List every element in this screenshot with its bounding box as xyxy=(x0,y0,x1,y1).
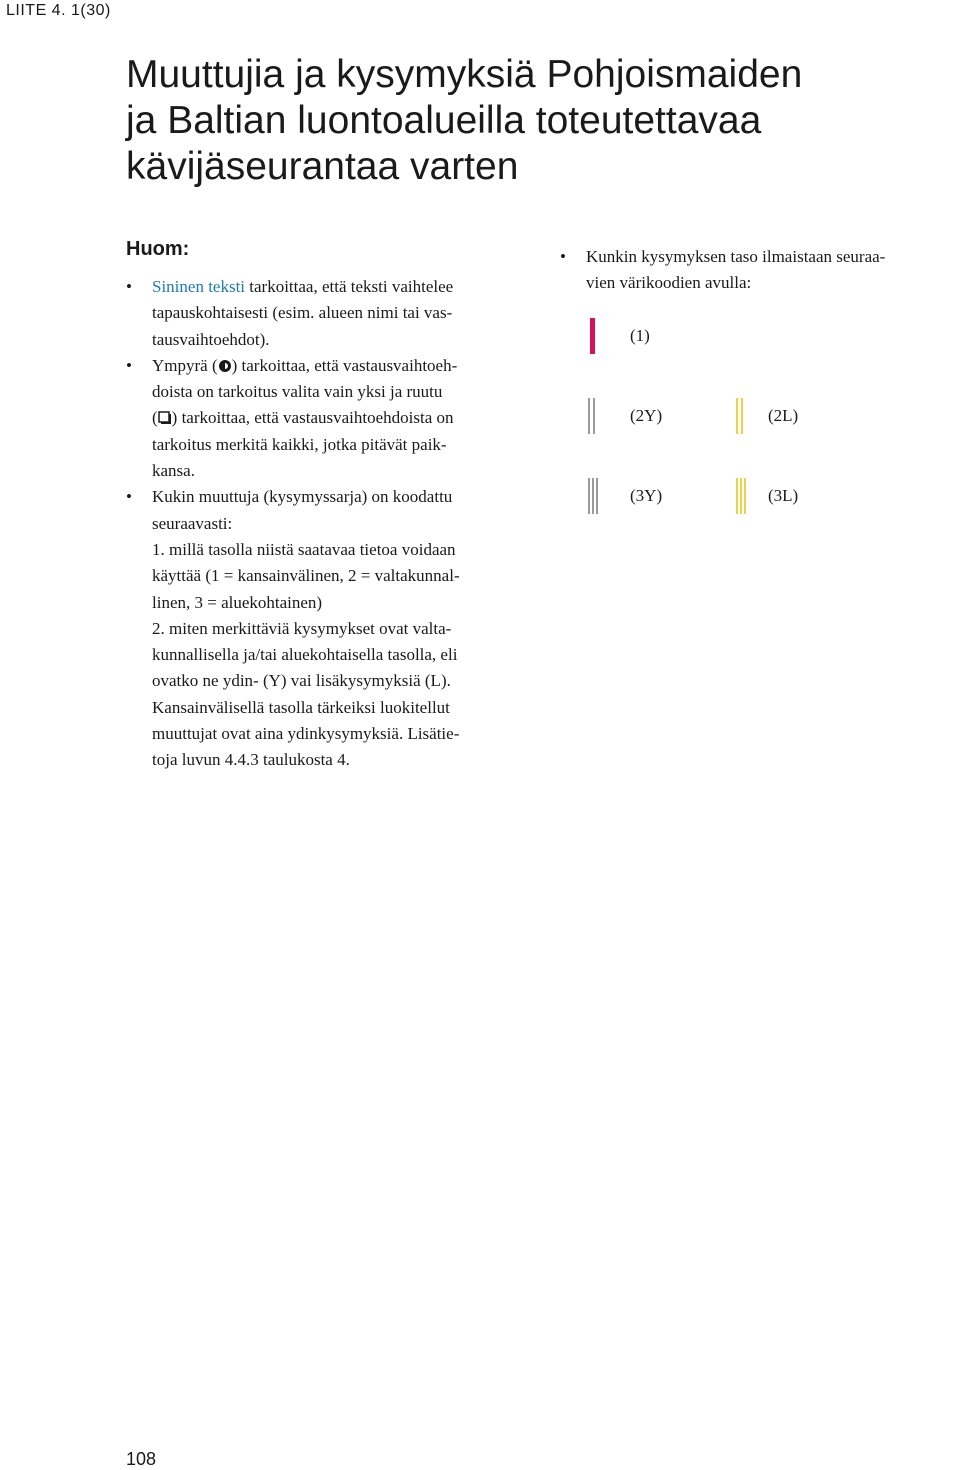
bullet-line xyxy=(152,274,530,300)
item-line: käyttää (1 = kansainvälinen, 2 = valtakunnal- xyxy=(152,566,460,586)
title-line-3: kävijäseurantaa varten xyxy=(126,145,519,188)
appendix-label: LIITE 4. 1(30) xyxy=(6,2,111,19)
bullet-icon: • xyxy=(126,277,132,296)
bullet-line: vien värikoodien avulla: xyxy=(586,273,752,293)
level-1-color-bar xyxy=(590,318,596,354)
item-line: 2. miten merkittäviä kysymykset ovat valta- xyxy=(152,618,452,638)
coding-item-2 xyxy=(126,616,530,774)
bullet-text: ( xyxy=(152,408,158,428)
bullet-text: ) tarkoittaa, että vastausvaihtoeh- xyxy=(231,355,458,375)
item-line: muuttujat ovat aina ydinkysymyksiä. Lisätie- xyxy=(152,724,460,744)
item-line: linen, 3 = aluekohtainen) xyxy=(152,592,323,612)
code-level-1: (1) xyxy=(630,326,650,345)
bullet-icon: • xyxy=(126,355,132,375)
bullet-line xyxy=(152,405,530,431)
circle-symbol-icon xyxy=(218,359,232,373)
bullet-blue-text xyxy=(126,274,530,353)
page-number: 108 xyxy=(126,1449,157,1469)
item-line: 1. millä tasolla niistä saatavaa tietoa voidaan xyxy=(152,539,456,559)
code-level-3-core: (3Y) xyxy=(630,486,663,505)
item-line: kunnallisella ja/tai aluekohtaisella tasolla, eli xyxy=(152,645,458,665)
bullet-text: ) tarkoittaa, että vastausvaihtoehdoista on xyxy=(171,408,454,428)
blue-text-sample: Sininen teksti xyxy=(152,277,246,296)
bullet-line: tausvaihtoehdot). xyxy=(152,329,270,349)
code-level-3-additional: (3L) xyxy=(768,486,799,505)
bullet-line: seuraavasti: xyxy=(152,513,233,533)
bullet-line: Kunkin kysymyksen taso ilmaistaan seuraa- xyxy=(586,247,886,266)
bullet-line: doista on tarkoitus valita vain yksi ja ruutu xyxy=(152,382,443,402)
bullet-symbols xyxy=(126,353,530,484)
note-heading: Huom: xyxy=(126,238,190,260)
legend-row-level-2 xyxy=(588,398,908,438)
legend-intro xyxy=(560,244,960,297)
page-title xyxy=(126,52,926,190)
item-line: ovatko ne ydin- (Y) vai lisäkysymyksiä (L). xyxy=(152,671,451,691)
bullet-coding xyxy=(126,484,530,537)
level-2-core-color-bar xyxy=(588,398,598,434)
bullet-line xyxy=(152,353,530,379)
title-line-2: ja Baltian luontoalueilla toteutettavaa xyxy=(126,99,762,142)
item-line: toja luvun 4.4.3 taulukosta 4. xyxy=(152,750,350,770)
title-line-1: Muuttujia ja kysymyksiä Pohjoismaiden xyxy=(126,53,803,96)
bullet-line: tapauskohtaisesti (esim. alueen nimi tai vas- xyxy=(152,303,453,323)
bullet-line: tarkoitus merkitä kaikki, jotka pitävät paik- xyxy=(152,434,447,454)
note-column xyxy=(126,236,530,774)
level-3-additional-color-bar xyxy=(736,478,748,514)
bullet-line: Kukin muuttuja (kysymyssarja) on koodattu xyxy=(152,487,453,507)
code-level-2-additional: (2L) xyxy=(768,406,799,425)
code-level-2-core: (2Y) xyxy=(630,406,663,425)
item-line: Kansainvälisellä tasolla tärkeiksi luokitellut xyxy=(152,697,450,717)
bullet-text: Ympyrä ( xyxy=(152,355,218,375)
level-3-core-color-bar xyxy=(588,478,600,514)
legend-row-level-3 xyxy=(588,478,908,518)
checkbox-symbol-icon xyxy=(158,411,172,425)
level-2-additional-color-bar xyxy=(736,398,746,434)
bullet-icon: • xyxy=(126,487,132,507)
bullet-text: tarkoittaa, että teksti vaihtelee xyxy=(245,277,454,296)
bullet-line: kansa. xyxy=(152,461,195,481)
bullet-icon: • xyxy=(560,247,566,266)
bullet-legend xyxy=(560,244,960,297)
coding-item-1 xyxy=(126,537,530,616)
